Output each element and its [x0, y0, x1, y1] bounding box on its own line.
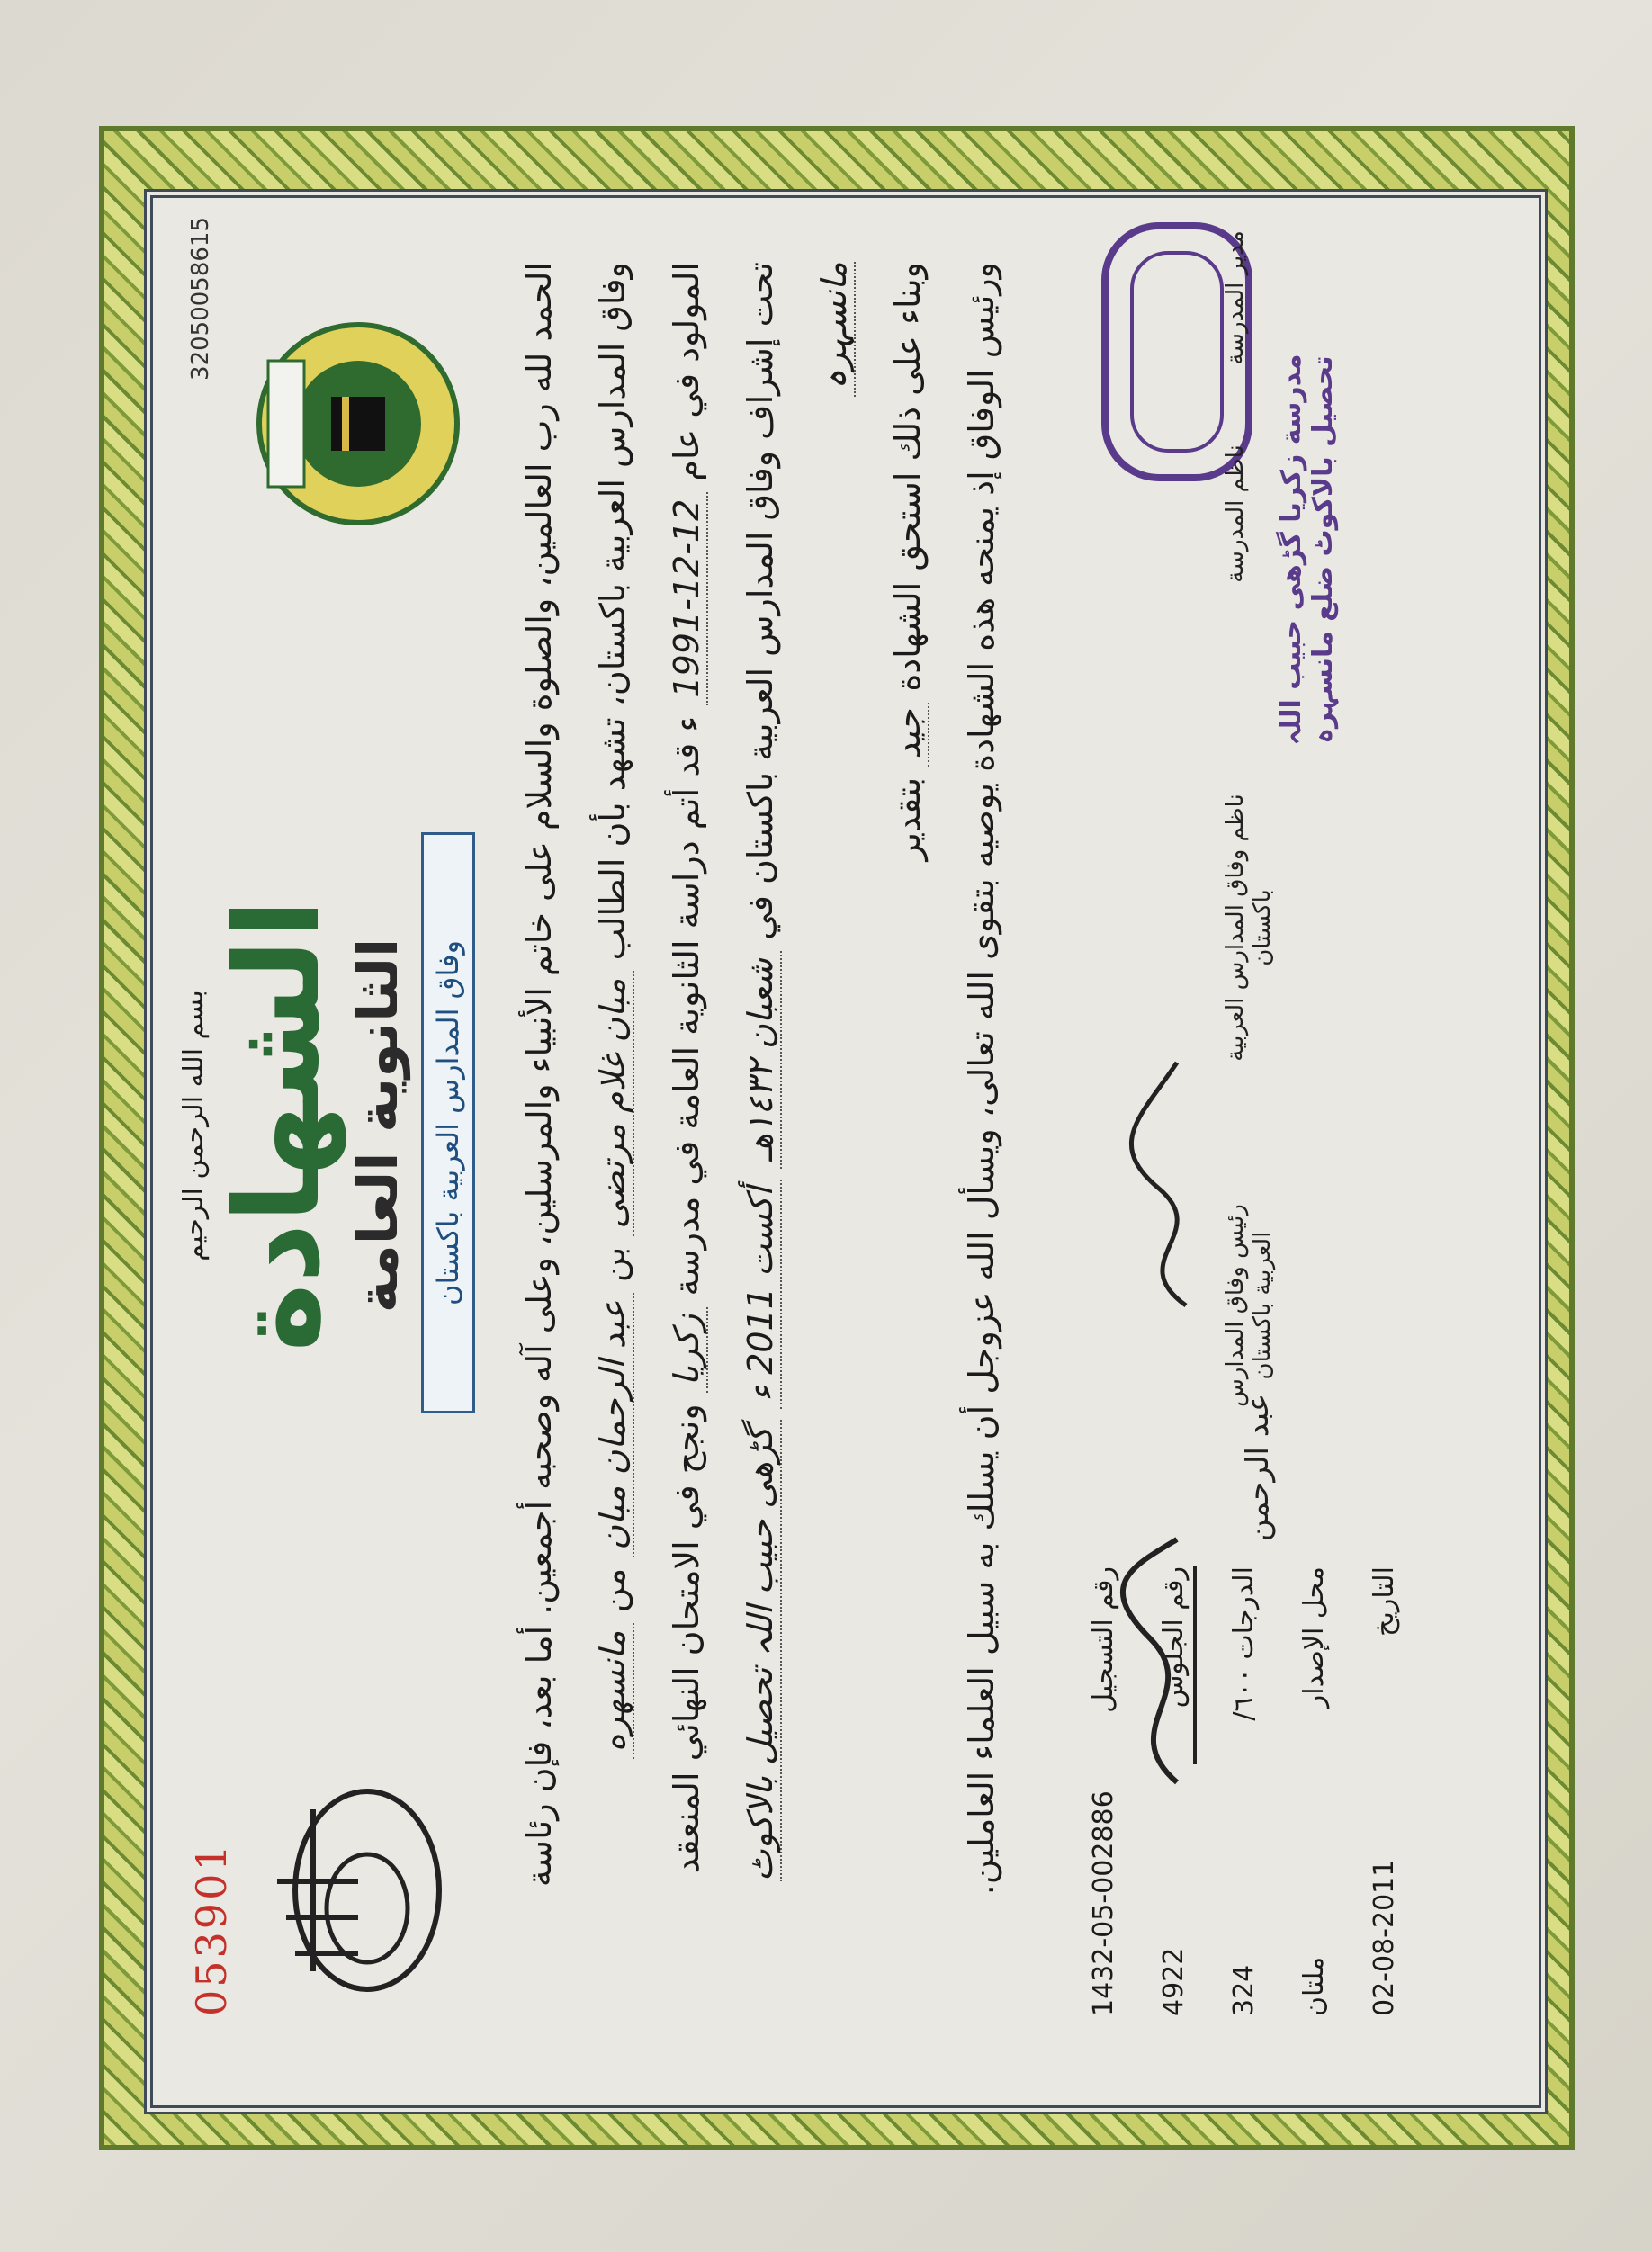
text-segment: وبناء على ذلك استحق الشهادة — [888, 262, 928, 692]
text-segment: وفاق المدارس العربية باكستان، تشهد بأن الطالب — [593, 262, 633, 961]
student-name: مبان غلام مرتضى — [593, 971, 634, 1235]
signature-label-3: ناظم المدرسة — [1222, 444, 1249, 583]
certificate-title: الشهادة — [209, 899, 346, 1352]
organization-banner: وفاق المدارس العربية باكستان — [421, 832, 475, 1413]
marks-value: 324 — [1228, 1964, 1260, 2016]
issue-place-row — [1279, 1566, 1350, 2016]
school-name: زكريا — [667, 1307, 708, 1394]
issue-place-label: محل الإصدار — [1298, 1566, 1330, 1709]
exam-month-gregorian: أكست 2011 ء — [741, 1180, 782, 1409]
exam-month-hijri: شعبان ١٤٣٢هـ — [741, 951, 782, 1169]
birth-date: 12-12-1991 — [667, 492, 708, 705]
stamp-text: مدرسة زكريا گڑھی حبیب اللہ تحصیل بالاکوٹ ضلع مانسہرہ — [1276, 354, 1339, 746]
roll-value: 4922 — [1158, 1947, 1190, 2016]
signer-name: عبد الرحمن — [1240, 1393, 1276, 1542]
text-segment: تحت إشراف وفاق المدارس العربية باكستان في — [741, 262, 780, 940]
signature-label-1: رئيس وفاق المدارس العربية باكستان — [1222, 1204, 1276, 1407]
body-line-4 — [723, 262, 871, 1989]
text-segment: ء قد أتم دراسة الثانوية العامة في مدرسة — [667, 715, 706, 1296]
text-segment: من — [593, 1567, 633, 1613]
body-line-1: الحمد لله رب العالمين، والصلوة والسلام على خاتم الأنبياء والمرسلين، وعلى آله وصحبه أجمعين. أما بعد، فإن رئاسة — [519, 262, 559, 1888]
text-segment: بن — [593, 1246, 633, 1283]
registration-value: 1432-05-002886 — [1088, 1790, 1119, 2016]
father-name: عبد الرحمان مبان — [593, 1293, 634, 1557]
marks-label: الدرجات ٦٠٠/ — [1228, 1566, 1260, 1721]
signature-label-2: ناظم وفاق المدارس العربية باكستان — [1222, 794, 1276, 1062]
serial-number: 053901 — [187, 1842, 236, 2016]
basmala: بسم الله الرحمن الرحيم — [178, 990, 210, 1261]
school-address: گڑھی حبیب اللہ تحصیل بالاکوٹ مانسہرہ — [741, 262, 854, 1882]
issue-place-value: ملتان — [1298, 1956, 1330, 2016]
signature-label-4: مدير المدرسة — [1222, 230, 1249, 365]
grade: جيد — [888, 703, 929, 767]
text-segment: بتقدير — [888, 776, 928, 861]
roll-label: رقم الجلوس — [1158, 1566, 1190, 1709]
certificate-body — [502, 262, 1019, 1989]
calligraphy-tughra-icon — [259, 1773, 457, 2007]
place-name: مانسهره — [593, 1623, 634, 1759]
certificate-subtitle: الثانوية العامة — [345, 938, 410, 1314]
registration-label: رقم التسجيل — [1088, 1566, 1119, 1713]
text-segment: المولود في عام — [667, 262, 706, 481]
date-row — [1350, 1566, 1420, 2016]
body-line-5: ورئيس الوفاق إذ يمنحه هذه الشهادة يوصيه بتقوى الله تعالى، ويسأل الله عزوجل أن يسلك به سبيل العلماء العاملين. — [962, 262, 1001, 1896]
date-label: التاريخ — [1369, 1566, 1400, 1637]
document-id: 3205005861​5 — [187, 217, 214, 381]
handwritten-signature-icon — [1114, 1045, 1222, 1314]
date-value: 02-08-2011 — [1369, 1859, 1400, 2016]
body-line-3 — [650, 262, 723, 1989]
certificate-content — [160, 181, 1492, 2070]
text-segment: ونجح في الامتحان النهائي المنعقد — [667, 1404, 706, 1874]
wifaq-logo-icon — [241, 307, 475, 541]
ink-signature-2-icon — [1096, 1530, 1222, 1800]
body-line-2 — [576, 262, 650, 1989]
body-line-4b — [871, 262, 945, 1989]
